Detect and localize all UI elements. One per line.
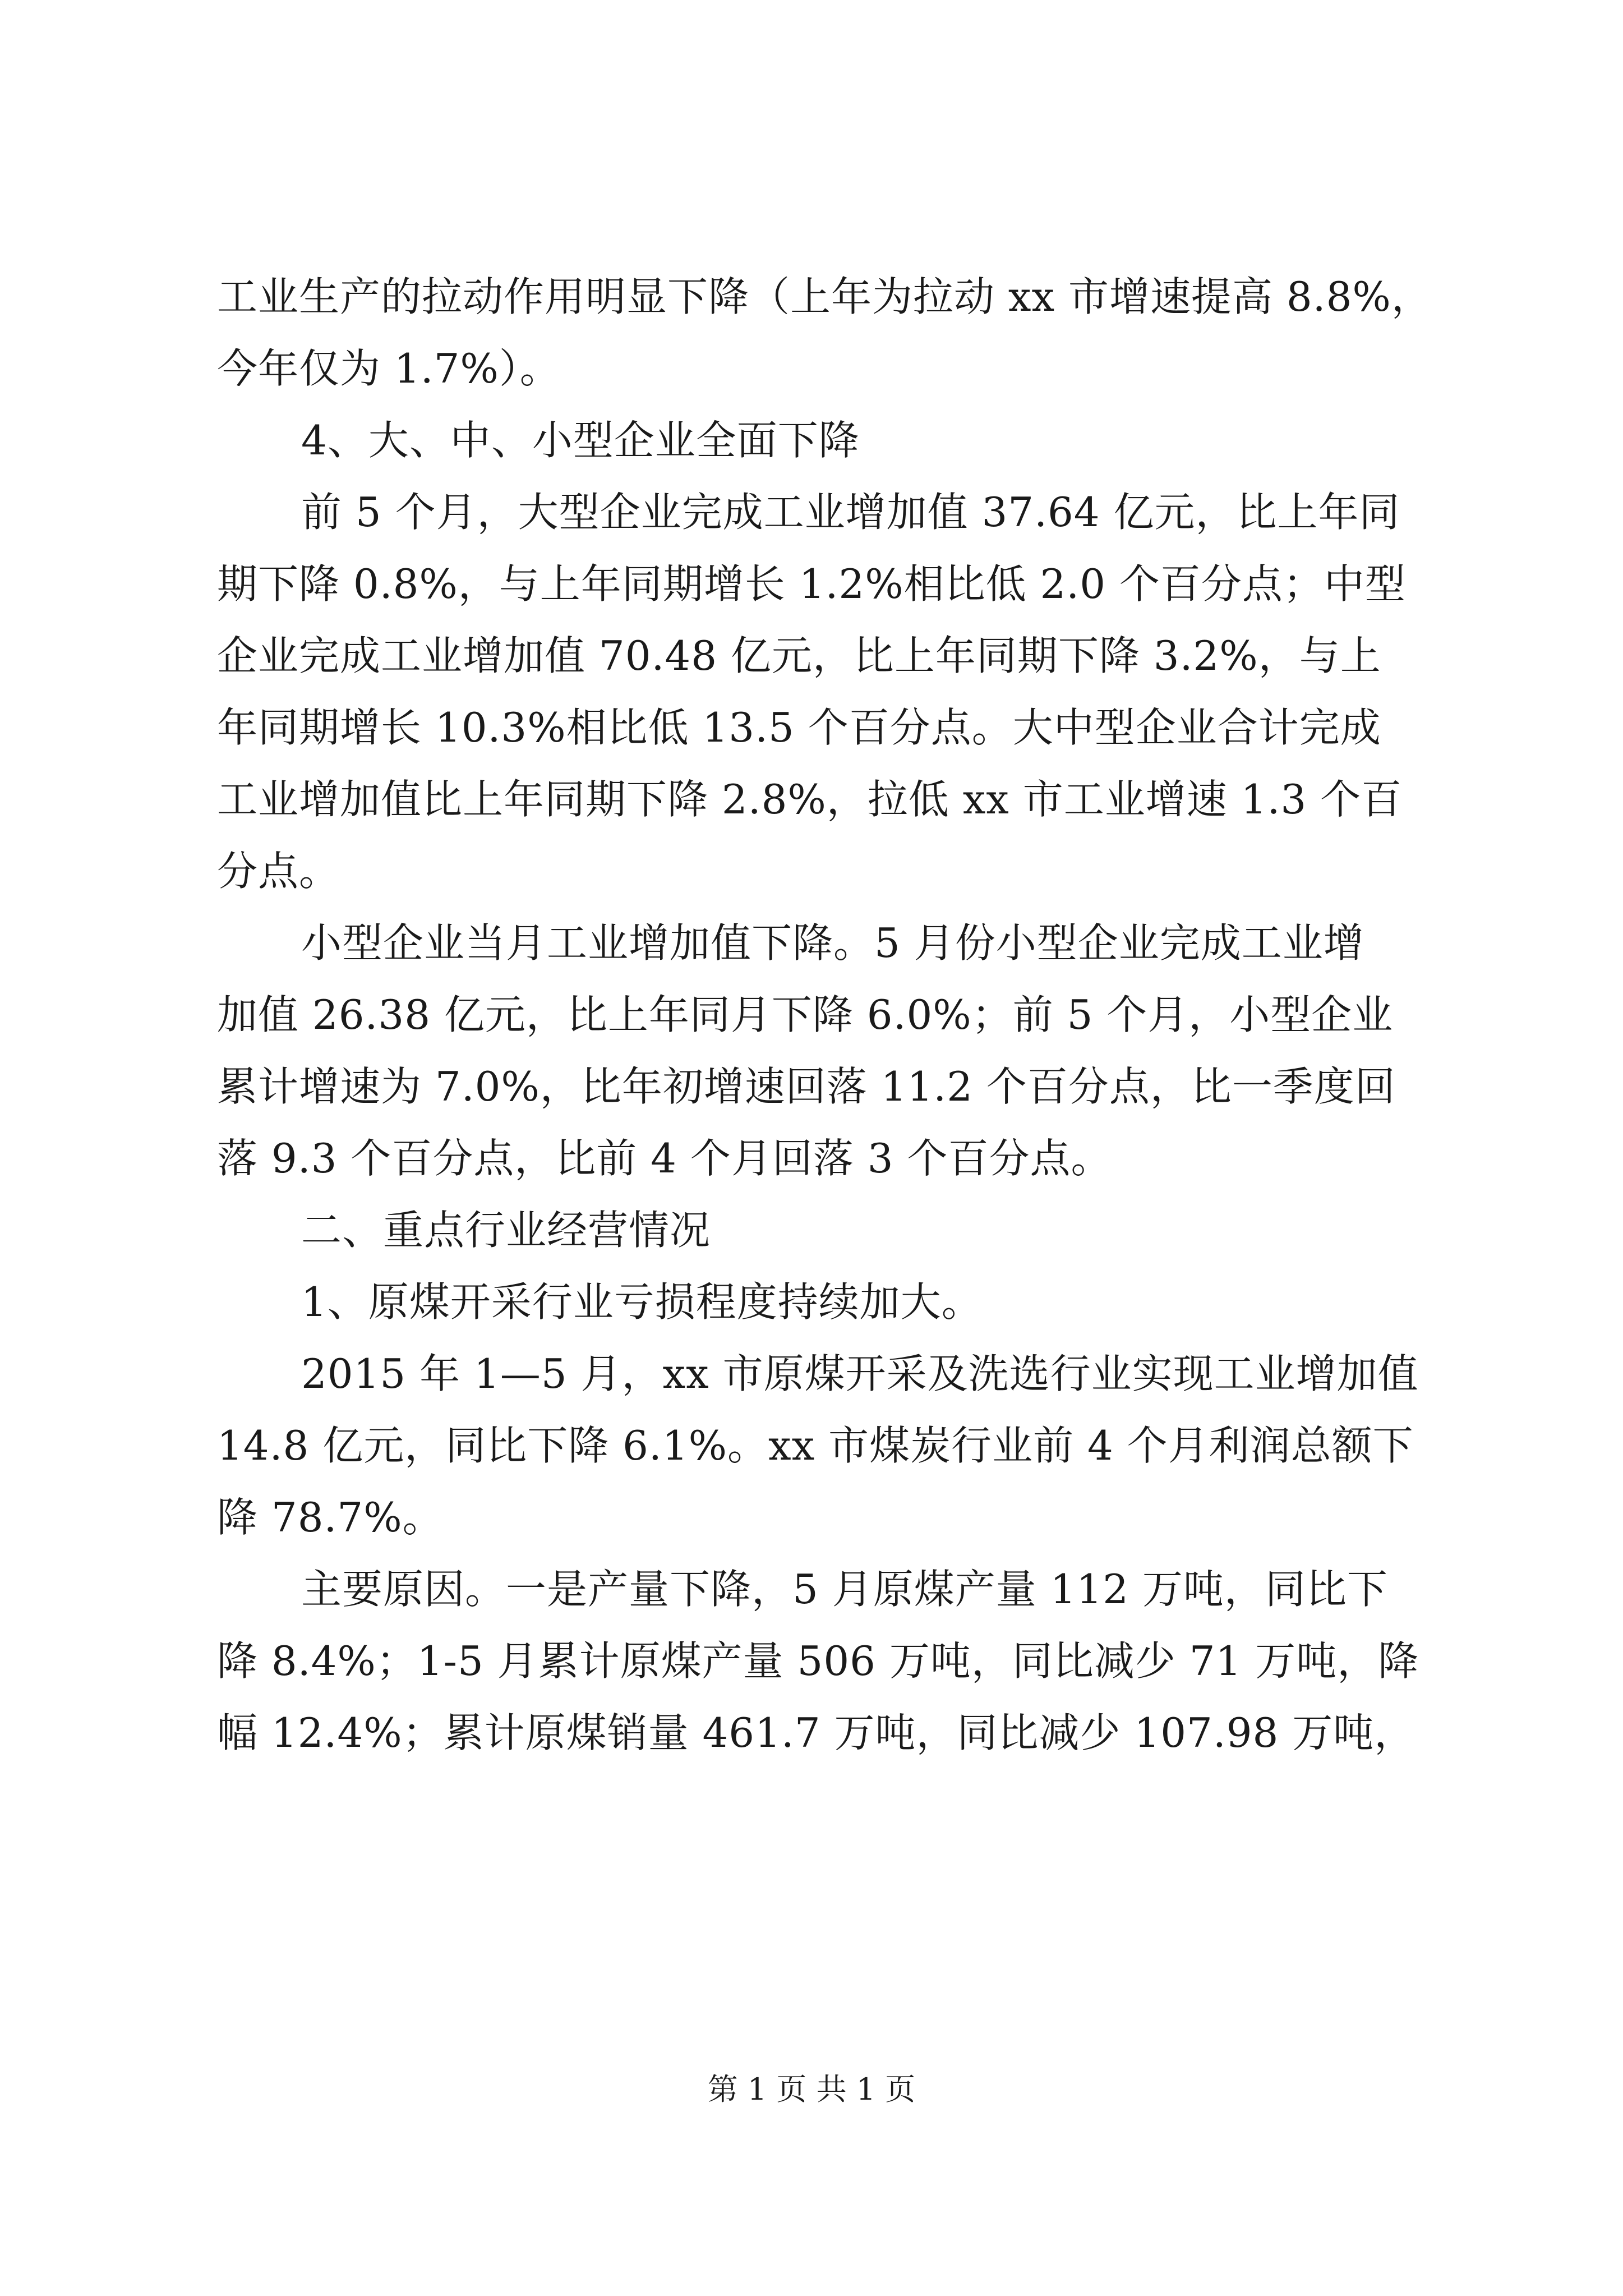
text-line: 年同期增长 10.3%相比低 13.5 个百分点。大中型企业合计完成: [217, 704, 1381, 751]
text-line: 累计增速为 7.0%，比年初增速回落 11.2 个百分点，比一季度回: [217, 1063, 1396, 1110]
text-line: 小型企业当月工业增加值下降。5 月份小型企业完成工业增: [301, 919, 1364, 967]
section-heading: 二、重点行业经营情况: [301, 1207, 711, 1254]
text-line: 今年仅为 1.7%）。: [217, 345, 561, 392]
text-line: 幅 12.4%；累计原煤销量 461.7 万吨，同比减少 107.98 万吨，: [217, 1709, 1415, 1756]
text-line: 2015 年 1—5 月，xx 市原煤开采及洗选行业实现工业增加值: [301, 1350, 1419, 1397]
document-body: [217, 261, 1432, 1769]
subsection-heading: 1、原煤开采行业亏损程度持续加大。: [301, 1278, 983, 1326]
text-line: 期下降 0.8%，与上年同期增长 1.2%相比低 2.0 个百分点；中型: [217, 560, 1406, 608]
text-line: 加值 26.38 亿元，比上年同月下降 6.0%；前 5 个月，小型企业: [217, 991, 1394, 1038]
text-line: 分点。: [217, 848, 340, 895]
text-line: 工业生产的拉动作用明显下降（上年为拉动 xx 市增速提高 8.8%，: [217, 273, 1432, 320]
section-heading: 4、大、中、小型企业全面下降: [301, 417, 860, 464]
text-line: 降 78.7%。: [217, 1494, 444, 1541]
text-line: 企业完成工业增加值 70.48 亿元，比上年同期下降 3.2%，与上: [217, 632, 1381, 679]
text-line: 前 5 个月，大型企业完成工业增加值 37.64 亿元，比上年同: [301, 489, 1400, 536]
text-line: 14.8 亿元，同比下降 6.1%。xx 市煤炭行业前 4 个月利润总额下: [217, 1422, 1414, 1469]
text-line: 主要原因。一是产量下降，5 月原煤产量 112 万吨，同比下: [301, 1566, 1388, 1613]
page-number-footer: 第 1 页 共 1 页: [707, 2072, 916, 2107]
text-line: 落 9.3 个百分点，比前 4 个月回落 3 个百分点。: [217, 1135, 1112, 1182]
text-line: 降 8.4%；1-5 月累计原煤产量 506 万吨，同比减少 71 万吨，降: [217, 1637, 1419, 1685]
text-line: 工业增加值比上年同期下降 2.8%，拉低 xx 市工业增速 1.3 个百: [217, 776, 1403, 823]
